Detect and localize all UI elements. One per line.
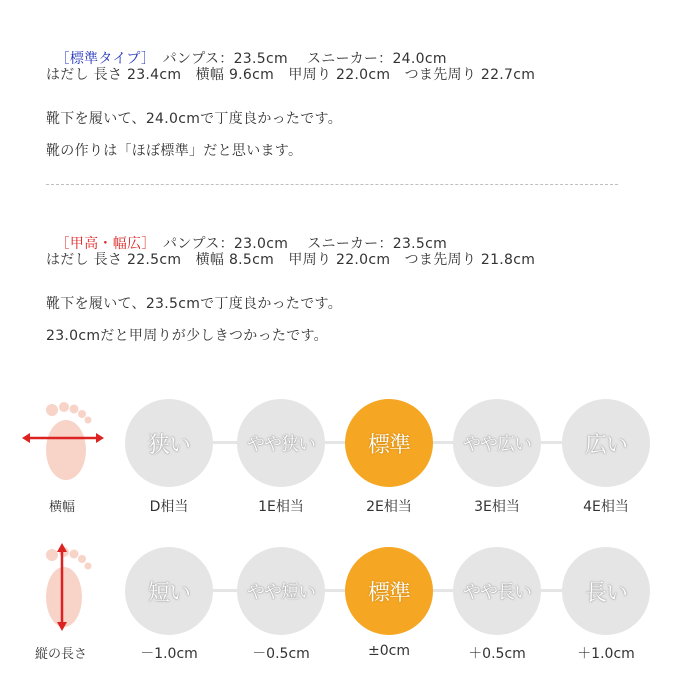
length-label: 縦の長さ [34,647,87,662]
width-level-slightly-narrow: やや狭い [237,399,325,487]
length-caption-minus-1: －1.0cm [140,646,198,662]
foot-length-icon [22,541,102,631]
length-caption-minus-05: －0.5cm [252,646,310,662]
width-caption-1e: 1E相当 [258,499,304,515]
length-caption-plus-1: ＋1.0cm [577,646,635,662]
width-label: 横幅 [48,500,75,515]
width-level-slightly-wide: やや広い [453,399,541,487]
width-caption-3e: 3E相当 [474,499,520,515]
width-level-narrow: 狭い [125,399,213,487]
length-level-long: 長い [562,547,650,635]
high-wide-sizes: パンプス：23.0cm スニーカー：23.5cm [162,236,448,252]
width-caption-2e: 2E相当 [366,499,412,515]
length-level-standard: 標準 [345,547,433,635]
high-wide-comment-2: 23.0cmだと甲周りが少しきつかったです。 [46,328,328,344]
length-level-slightly-short: やや短い [237,547,325,635]
width-caption-d: D相当 [149,499,189,515]
length-level-slightly-long: やや長い [453,547,541,635]
high-wide-measurements: はだし 長さ 22.5cm 横幅 8.5cm 甲周り 22.0cm つま先周り 21.8cm [46,252,536,268]
width-level-wide: 広い [562,399,650,487]
length-caption-zero: ±0cm [368,643,410,659]
section-divider [46,184,618,185]
standard-comment-2: 靴の作りは「ほぼ標準」だと思います。 [46,143,303,159]
standard-measurements: はだし 長さ 23.4cm 横幅 9.6cm 甲周り 22.0cm つま先周り 22.7cm [46,67,536,83]
standard-sizes: パンプス：23.5cm スニーカー：24.0cm [162,51,447,67]
standard-block [46,32,447,68]
standard-comment-1: 靴下を履いて、24.0cmで丁度良かったです。 [46,111,343,127]
length-caption-plus-05: ＋0.5cm [468,646,526,662]
high-wide-tag: ［甲高・幅広］ [55,236,149,252]
high-wide-block [46,217,447,253]
length-level-short: 短い [125,547,213,635]
standard-tag: ［標準タイプ］ [55,51,149,67]
width-caption-4e: 4E相当 [583,499,629,515]
length-scale [0,545,680,662]
high-wide-comment-1: 靴下を履いて、23.5cmで丁度良かったです。 [46,296,343,312]
width-level-standard: 標準 [345,399,433,487]
foot-width-icon [18,398,108,488]
width-scale [0,398,680,515]
